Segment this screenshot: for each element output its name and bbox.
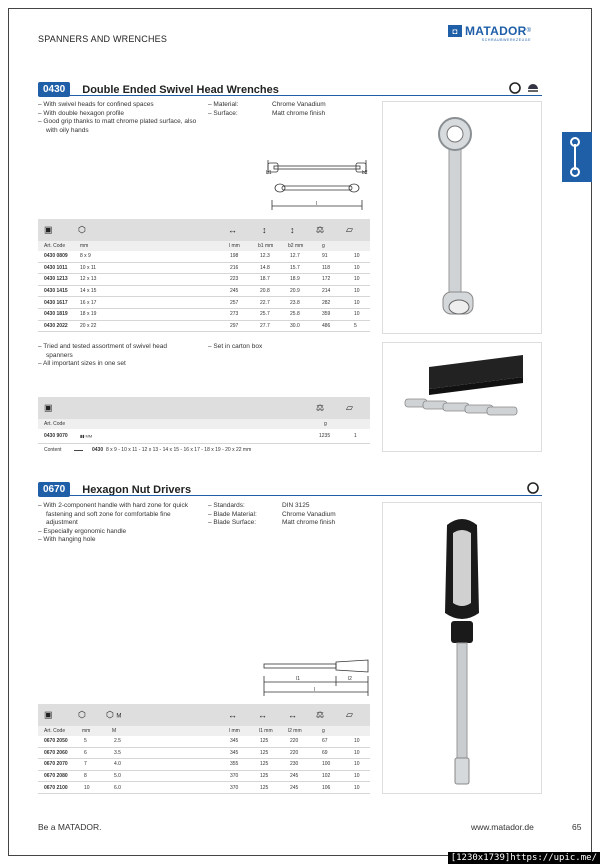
table-cell: 25.8 [290, 311, 300, 318]
table-cell: 273 [230, 311, 239, 318]
hex-profile-icon [508, 81, 522, 100]
watermark-text: [1230x1739]https://upic.me/ [448, 852, 600, 864]
table-cell: 69 [322, 749, 328, 756]
table-cell: 282 [322, 299, 331, 306]
table-icon-header [38, 704, 370, 726]
package-icon: ▱ [346, 402, 353, 413]
spec-list: – Material: Chrome Vanadium – Surface: Matt chrome finish [208, 101, 326, 117]
feature-item: – With hanging hole [38, 536, 96, 544]
feature-item: – Especially ergonomic handle [38, 527, 127, 535]
section-heading: SPANNERS AND WRENCHES [38, 34, 168, 44]
table-cell: 345 [230, 738, 239, 745]
art-code-cell: 0670 2050 [44, 738, 68, 745]
table-row [38, 286, 370, 298]
table-cell: 27.7 [260, 322, 270, 329]
driver-dimension-drawing [260, 658, 372, 698]
section-rule [38, 495, 542, 496]
table-cell: 67 [322, 738, 328, 745]
table-cell: 345 [230, 749, 239, 756]
table-cell: 12.3 [260, 253, 270, 260]
scale-icon: ⚖ [316, 402, 325, 413]
table-cell: 125 [260, 738, 269, 745]
table-header-row: Art. Code g [38, 419, 370, 429]
length-icon: ↔ [228, 225, 237, 235]
product-code-badge: 0670 [38, 482, 70, 497]
table-cell: 20.8 [260, 288, 270, 295]
code-icon: ▣ [44, 402, 53, 413]
table-cell: 4.0 [114, 761, 121, 768]
table-cell: 355 [230, 761, 239, 768]
table-row [38, 274, 370, 286]
table-cell: 102 [322, 773, 331, 780]
b2-label: b2 [362, 170, 368, 176]
table-cell: 18.7 [260, 276, 270, 283]
table-cell: 257 [230, 299, 239, 306]
table-icon-header [38, 397, 370, 419]
table-cell: 10 [354, 264, 360, 271]
height-icon: ↕ [290, 225, 295, 235]
table-cell: 5.0 [114, 773, 121, 780]
b1-label: b1 [266, 170, 272, 176]
table-cell: 230 [290, 761, 299, 768]
length-icon: ↔ [228, 710, 237, 720]
table-cell: 12.7 [290, 253, 300, 260]
table-cell: 10 x 11 [80, 264, 97, 271]
length-icon: ↔ [288, 710, 297, 720]
table-cell: 91 [322, 253, 328, 260]
table-cell: 10 [354, 276, 360, 283]
feature-item: – All important sizes in one set [38, 360, 126, 368]
wrench-dimension-drawing [262, 160, 374, 212]
table-cell: 5 [84, 738, 87, 745]
table-cell: 8 [84, 773, 87, 780]
table-row [38, 251, 370, 263]
package-icon: ▱ [346, 709, 353, 720]
table-row [38, 309, 370, 321]
height-icon: ↕ [262, 225, 267, 235]
product-table-0430 [38, 219, 370, 332]
art-code-cell: 0670 2080 [44, 773, 68, 780]
table-cell: 10 [354, 311, 360, 318]
table-cell: 370 [230, 784, 239, 791]
art-code-cell: 0670 2060 [44, 749, 68, 756]
logo-mark-icon: ◘ [448, 25, 462, 37]
table-cell: 220 [290, 749, 299, 756]
feature-item: – With double hexagon profile [38, 109, 125, 117]
table-cell: 18.9 [290, 276, 300, 283]
table-row [38, 297, 370, 309]
table-cell: 198 [230, 253, 239, 260]
length-icon: ↔ [258, 710, 267, 720]
l2-label: l2 [348, 676, 352, 682]
table-cell: 223 [230, 276, 239, 283]
table-cell: 10 [354, 288, 360, 295]
table-body [38, 251, 370, 332]
table-cell: 486 [322, 322, 331, 329]
table-cell: 125 [260, 773, 269, 780]
table-cell: 12 x 13 [80, 276, 97, 283]
product-title: Hexagon Nut Drivers [82, 483, 192, 496]
feature-item: – With swivel heads for confined spaces [38, 101, 154, 108]
category-tab[interactable] [562, 132, 592, 182]
footer-url[interactable]: www.matador.de [471, 822, 534, 832]
code-icon: ▣ [44, 224, 53, 235]
table-cell: 6.0 [114, 784, 121, 791]
table-cell: 216 [230, 264, 239, 271]
set-content-row: Content ▬▬▬ 0430 8 x 9 - 10 x 11 - 12 x 13 - 14 x 15 - 16 x 17 - 18 x 19 - 20 x 22 mm [44, 447, 252, 453]
product-code-badge: 0430 [38, 82, 70, 97]
table-cell: 118 [322, 264, 330, 271]
table-cell: 20 x 22 [80, 322, 97, 329]
table-cell: 7 [84, 761, 87, 768]
table-cell: 10 [354, 253, 360, 260]
table-row [38, 759, 370, 771]
length-label: l [314, 687, 316, 693]
feature-item: – Good grip thanks to matt chrome plated surface, also with oily hands [38, 118, 197, 134]
table-cell: 125 [260, 749, 269, 756]
table-cell: 16 x 17 [80, 299, 97, 306]
table-cell: 245 [290, 773, 299, 780]
table-row: 0430 9070 ▮▮ MM 1235 1 [38, 429, 370, 444]
table-row [38, 263, 370, 275]
art-code-cell: 0430 1415 [44, 288, 68, 295]
page-number: 65 [572, 822, 582, 832]
table-cell: 22.7 [260, 299, 270, 306]
table-row [38, 771, 370, 783]
table-row [38, 748, 370, 760]
art-code-cell: 0430 1213 [44, 276, 68, 283]
table-cell: 100 [322, 761, 331, 768]
table-cell: 14.8 [260, 264, 270, 271]
table-cell: 125 [260, 761, 269, 768]
table-cell: 245 [230, 288, 239, 295]
product-table-0670 [38, 704, 370, 794]
table-cell: 10 [354, 738, 360, 745]
table-cell: 6 [84, 749, 87, 756]
table-cell: 106 [322, 784, 331, 791]
feature-item: – Tried and tested assortment of swivel head spanners [38, 343, 167, 359]
art-code-cell: 0430 1819 [44, 311, 68, 318]
art-code-cell: 0430 2022 [44, 322, 68, 329]
table-row [38, 782, 370, 794]
code-icon: ▣ [44, 709, 53, 720]
feature-list [38, 502, 198, 545]
table-cell: 18 x 19 [80, 311, 97, 318]
hex-icon: ⬡ [78, 224, 86, 235]
table-row [38, 321, 370, 333]
product-title: Double Ended Swivel Head Wrenches [82, 83, 279, 96]
table-cell: 220 [290, 738, 299, 745]
table-cell: 20.9 [290, 288, 300, 295]
product-image-set [382, 342, 542, 452]
matador-logo: ◘ MATADOR ® SCHRAUBWERKZEUGE [448, 24, 531, 42]
scale-icon: ⚖ [316, 709, 325, 720]
hex-m-icon: ⬡ M [106, 709, 122, 720]
art-code-cell: 0430 1617 [44, 299, 68, 306]
table-cell: 10 [354, 784, 360, 791]
table-cell: 125 [260, 784, 269, 791]
scale-icon: ⚖ [316, 224, 325, 235]
footer-slogan: Be a MATADOR. [38, 822, 102, 832]
art-code-cell: 0430 1011 [44, 264, 68, 271]
hex-icon: ⬡ [78, 709, 86, 720]
hex-profile-icon [526, 481, 540, 500]
feature-list [38, 101, 198, 135]
package-icon: ▱ [346, 224, 353, 235]
table-cell: 370 [230, 773, 239, 780]
length-label: l [316, 201, 318, 207]
table-cell: 10 [84, 784, 90, 791]
table-cell: 15.7 [290, 264, 300, 271]
set-contents-icon: ▬▬▬ [74, 448, 83, 452]
set-feature-list [38, 343, 188, 369]
table-cell: 359 [322, 311, 331, 318]
table-cell: 14 x 15 [80, 288, 97, 295]
wrench-icon [562, 132, 592, 182]
table-cell: 3.5 [114, 749, 121, 756]
table-cell: 25.7 [260, 311, 270, 318]
table-row [38, 736, 370, 748]
table-cell: 10 [354, 773, 360, 780]
feature-item: – With 2-component handle with hard zone for quick fastening and soft zone for comfortable fine adjustment [38, 502, 188, 527]
mm-badge: ▮▮ MM [80, 433, 93, 439]
section-rule [38, 95, 542, 96]
table-icon-header [38, 219, 370, 241]
table-cell: 10 [354, 749, 360, 756]
art-code-cell: 0670 2070 [44, 761, 68, 768]
table-header-row: Art. Code mm M l mm l1 mm l2 mm g [38, 726, 370, 736]
table-header-row: Art. Code mm l mm b1 mm b2 mm g [38, 241, 370, 251]
table-cell: 10 [354, 299, 360, 306]
art-code-cell: 0430 0809 [44, 253, 68, 260]
table-cell: 245 [290, 784, 299, 791]
table-cell: 214 [322, 288, 331, 295]
product-image-nut-driver [382, 502, 542, 794]
table-cell: 30.0 [290, 322, 300, 329]
table-cell: 23.8 [290, 299, 300, 306]
product-image-swivel-wrench [382, 101, 542, 334]
l1-label: l1 [296, 676, 300, 682]
table-cell: 2.5 [114, 738, 121, 745]
table-cell: 297 [230, 322, 239, 329]
art-code-cell: 0670 2100 [44, 784, 68, 791]
set-table [38, 397, 370, 456]
table-cell: 172 [322, 276, 331, 283]
hologram-badge-icon [526, 80, 540, 99]
table-body [38, 736, 370, 794]
spec-list: – Standards: DIN 3125 – Blade Material: Chrome Vanadium – Blade Surface: Matt chrome finish [208, 502, 336, 527]
table-cell: 5 [354, 322, 357, 329]
set-spec: – Set in carton box [208, 343, 263, 350]
table-cell: 10 [354, 761, 360, 768]
table-cell: 8 x 9 [80, 253, 91, 260]
